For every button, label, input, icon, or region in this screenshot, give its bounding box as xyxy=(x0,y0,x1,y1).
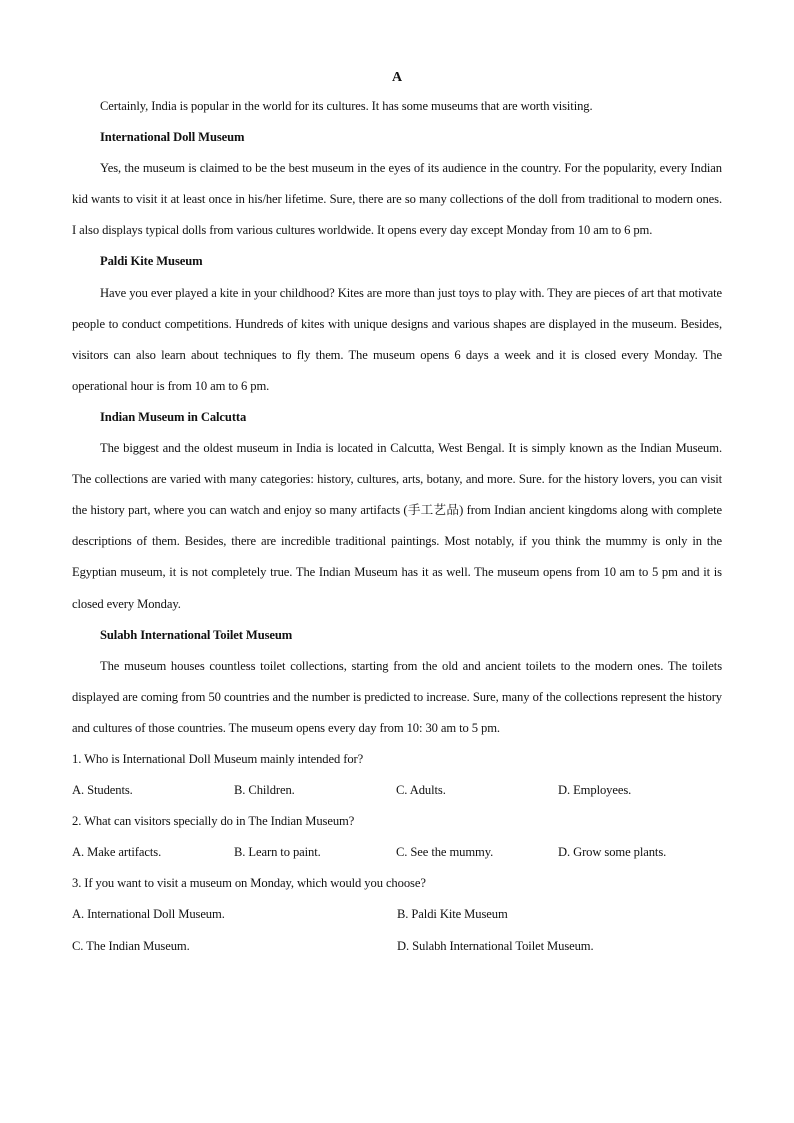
museum-paragraph-indian: The biggest and the oldest museum in India is located in Calcutta, West Bengal. It is simply known as the Indian Museum. The collections are varied with many categories: history, cultures, arts, botany, and more. Sure. for the history lovers, you can visit the history part, where you can watch and enjoy so many artifacts (手工艺品) from Indian ancient kingdoms along with complete descriptions of them. Besides, there are incredible traditional paintings. Most notably, if you think the mummy is only in the Egyptian museum, it is not completely true. The Indian Museum has it as well. The museum opens from 10 am to 5 pm and it is closed every Monday. xyxy=(72,441,722,611)
museum-paragraph-toilet: The museum houses countless toilet collections, starting from the old and ancient toilets to the modern ones. The toilets displayed are coming from 50 countries and the number is predicted to increase. Sure, many of the collections represent the history and cultures of those countries. The museum opens every day from 10: 30 am to 5 pm. xyxy=(72,658,722,735)
question-3-options-row-2 xyxy=(72,931,722,962)
question-3-option-d[interactable]: D. Sulabh International Toilet Museum. xyxy=(397,938,594,953)
document-page xyxy=(72,64,722,962)
question-2-option-d[interactable]: D. Grow some plants. xyxy=(558,845,667,860)
section-label: A xyxy=(391,70,402,85)
museum-heading-indian: Indian Museum in Calcutta xyxy=(100,409,247,424)
question-2-option-b[interactable]: B. Learn to paint. xyxy=(234,845,321,860)
question-3-options-row-1 xyxy=(72,899,722,930)
question-1-options xyxy=(72,775,722,806)
question-3-option-c[interactable]: C. The Indian Museum. xyxy=(72,938,190,953)
museum-heading-toilet: Sulabh International Toilet Museum xyxy=(100,627,293,642)
question-2: 2. What can visitors specially do in The Indian Museum? xyxy=(72,814,355,829)
question-1: 1. Who is International Doll Museum mainly intended for? xyxy=(72,751,364,766)
museum-paragraph-kite: Have you ever played a kite in your childhood? Kites are more than just toys to play with. They are pieces of art that motivate people to conduct competitions. Hundreds of kites with unique designs and various shapes are displayed in the museum. Besides, visitors can also learn about techniques to fly them. The museum opens 6 days a week and it is closed every Monday. The operational hour is from 10 am to 6 pm. xyxy=(72,285,722,393)
question-1-option-c[interactable]: C. Adults. xyxy=(396,783,446,798)
museum-heading-kite: Paldi Kite Museum xyxy=(100,254,203,269)
intro-paragraph: Certainly, India is popular in the world for its cultures. It has some museums that are worth visiting. xyxy=(100,99,593,113)
museum-heading-doll: International Doll Museum xyxy=(100,130,245,145)
museum-paragraph-doll: Yes, the museum is claimed to be the best museum in the eyes of its audience in the country. For the popularity, every Indian kid wants to visit it at least once in his/her lifetime. Sure, there are so many collections of the doll from traditional to modern ones. I also displays typical dolls from various cultures worldwide. It opens every day except Monday from 10 am to 6 pm. xyxy=(72,161,722,238)
question-2-option-a[interactable]: A. Make artifacts. xyxy=(72,845,162,860)
question-3-option-b[interactable]: B. Paldi Kite Museum xyxy=(397,907,508,922)
question-2-options xyxy=(72,837,722,868)
question-3-option-a[interactable]: A. International Doll Museum. xyxy=(72,907,225,922)
question-1-option-d[interactable]: D. Employees. xyxy=(558,783,632,798)
question-3: 3. If you want to visit a museum on Monday, which would you choose? xyxy=(72,876,426,891)
question-1-option-a[interactable]: A. Students. xyxy=(72,783,133,798)
question-2-option-c[interactable]: C. See the mummy. xyxy=(396,845,494,860)
question-1-option-b[interactable]: B. Children. xyxy=(234,783,295,798)
